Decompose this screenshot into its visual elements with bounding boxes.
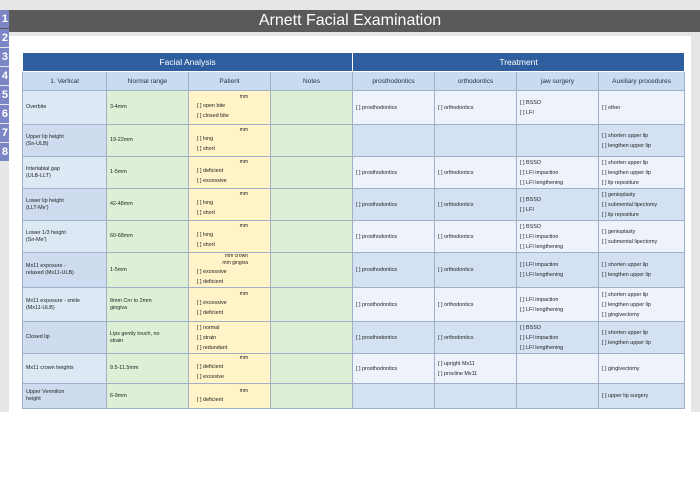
treatment-checkbox-option[interactable]: [ ] gingivectomy [602, 365, 640, 372]
treatment-checkbox-option[interactable]: [ ] LFI [520, 206, 534, 213]
treatment-checkbox-option[interactable]: [ ] LFI lengthening [520, 179, 564, 186]
column-header: Patient [189, 72, 271, 91]
slide-number[interactable]: 8 [0, 143, 9, 161]
treatment-checkbox-option[interactable]: [ ] BSSO [520, 223, 542, 230]
patient-cell[interactable] [189, 221, 271, 253]
prosthodontics-cell [353, 189, 435, 221]
parameter-cell [23, 189, 107, 221]
orthodontics-cell [435, 322, 517, 354]
prosthodontics-cell [353, 125, 435, 157]
treatment-checkbox-option[interactable]: [ ] orthodontics [438, 201, 474, 208]
patient-checkbox-option[interactable]: [ ] open bite [197, 103, 226, 109]
normal-range-value: Lips gently touch, no [110, 330, 160, 337]
normal-range-cell [107, 189, 189, 221]
mm-unit-label: mm [239, 159, 248, 165]
normal-range-value: 8mm Crn to 2mm [110, 297, 152, 304]
treatment-checkbox-option[interactable]: [ ] prosthodontics [356, 334, 398, 341]
treatment-checkbox-option[interactable]: [ ] shorten upper lip [602, 159, 649, 166]
patient-checkbox-option[interactable]: [ ] deficient [197, 310, 224, 316]
treatment-checkbox-option[interactable]: [ ] shorten upper lip [602, 329, 649, 336]
mm-unit-label: mm [239, 191, 248, 197]
treatment-checkbox-option[interactable]: [ ] shorten upper lip [602, 262, 649, 268]
jaw-surgery-cell [517, 157, 599, 189]
prosthodontics-cell [353, 157, 435, 189]
treatment-checkbox-option[interactable]: [ ] lengthen upper lip [602, 301, 651, 308]
group-facial-analysis: Facial Analysis [23, 53, 353, 72]
notes-cell[interactable] [271, 384, 353, 409]
mm-unit-label: mm [239, 291, 248, 297]
treatment-checkbox-option[interactable]: [ ] BSSO [520, 99, 542, 106]
treatment-checkbox-option[interactable]: [ ] lip repositure [602, 211, 639, 218]
treatment-checkbox-option[interactable]: [ ] orthodontics [438, 104, 474, 111]
treatment-checkbox-option[interactable]: [ ] lip repositure [602, 179, 639, 186]
patient-cell[interactable] [189, 288, 271, 322]
patient-checkbox-option[interactable]: [ ] excessive [197, 178, 227, 184]
table-row [23, 189, 685, 221]
table-row [23, 288, 685, 322]
auxiliary-cell [599, 125, 685, 157]
notes-cell[interactable] [271, 91, 353, 125]
table-row [23, 384, 685, 409]
auxiliary-cell [599, 157, 685, 189]
jaw-surgery-cell [517, 384, 599, 409]
examination-table [22, 52, 685, 409]
treatment-checkbox-option[interactable]: [ ] other [602, 104, 621, 111]
column-header: Auxiliary procedures [599, 72, 685, 91]
prosthodontics-cell [353, 253, 435, 288]
jaw-surgery-cell [517, 125, 599, 157]
treatment-checkbox-option[interactable]: [ ] gingivectomy [602, 311, 640, 318]
jaw-surgery-cell [517, 288, 599, 322]
patient-cell[interactable] [189, 322, 271, 354]
parameter-label: height [26, 396, 41, 402]
orthodontics-cell [435, 384, 517, 409]
parameter-cell [23, 322, 107, 354]
prosthodontics-cell [353, 322, 435, 354]
parameter-label: (Mx11-ULB) [26, 304, 55, 311]
treatment-checkbox-option[interactable]: [ ] LFI lengthening [520, 243, 564, 250]
normal-range-value: 9.5-11.5mm [110, 365, 139, 371]
parameter-label: (LLT-Me') [26, 204, 49, 211]
treatment-checkbox-option[interactable]: [ ] upper lip surgery [602, 393, 649, 399]
parameter-label: Upper Vermilion [26, 389, 65, 395]
parameter-label: Upper lip height [26, 133, 64, 140]
parameter-label: Mx11 exposure - smile [26, 297, 80, 304]
orthodontics-cell [435, 354, 517, 384]
auxiliary-cell [599, 189, 685, 221]
orthodontics-cell [435, 253, 517, 288]
normal-range-value: 6-9mm [110, 392, 127, 399]
mm-unit-label: mm gingiva [222, 260, 248, 266]
slide-number[interactable]: 4 [0, 67, 9, 85]
normal-range-value: 19-22mm [110, 137, 133, 143]
patient-checkbox-option[interactable]: [ ] short [197, 242, 215, 248]
auxiliary-cell [599, 253, 685, 288]
treatment-checkbox-option[interactable]: [ ] upright Mx11 [438, 360, 475, 367]
notes-cell[interactable] [271, 221, 353, 253]
treatment-checkbox-option[interactable]: [ ] orthodontics [438, 169, 474, 176]
normal-range-cell [107, 384, 189, 409]
treatment-checkbox-option[interactable]: [ ] LFI impaction [520, 233, 559, 240]
patient-cell[interactable] [189, 157, 271, 189]
patient-cell[interactable] [189, 354, 271, 384]
patient-checkbox-option[interactable]: [ ] closed bite [197, 113, 229, 119]
notes-cell[interactable] [271, 253, 353, 288]
auxiliary-cell [599, 322, 685, 354]
slide-row-numbers [0, 10, 9, 162]
prosthodontics-cell [353, 354, 435, 384]
table-row [23, 91, 685, 125]
prosthodontics-cell [353, 91, 435, 125]
treatment-checkbox-option[interactable]: [ ] BSSO [520, 196, 542, 203]
patient-checkbox-option[interactable]: [ ] excessive [197, 269, 227, 275]
parameter-label: Closed lip [26, 334, 50, 340]
parameter-label: Mx11 exposure - [26, 263, 66, 269]
treatment-checkbox-option[interactable]: [ ] submental lipectomy [602, 238, 658, 245]
treatment-checkbox-option[interactable]: [ ] orthodontics [438, 267, 474, 273]
treatment-checkbox-option[interactable]: [ ] shorten upper lip [602, 132, 649, 139]
parameter-cell [23, 221, 107, 253]
treatment-checkbox-option[interactable]: [ ] LFI lengthening [520, 272, 564, 278]
mm-unit-label: mm [239, 223, 248, 229]
table-row [23, 322, 685, 354]
mm-unit-label: mm [239, 355, 248, 361]
auxiliary-cell [599, 221, 685, 253]
treatment-checkbox-option[interactable]: [ ] genioplasty [602, 191, 636, 198]
treatment-checkbox-option[interactable]: [ ] BSSO [520, 159, 542, 166]
treatment-checkbox-option[interactable]: [ ] LFI lengthening [520, 306, 564, 313]
treatment-checkbox-option[interactable]: [ ] BSSO [520, 324, 542, 331]
treatment-checkbox-option[interactable]: [ ] LFI [520, 109, 534, 116]
parameter-label: (Sn-ULB) [26, 140, 49, 147]
prosthodontics-cell [353, 384, 435, 409]
normal-range-value: 42-48mm [110, 201, 133, 207]
treatment-checkbox-option[interactable]: [ ] genioplasty [602, 228, 636, 235]
parameter-cell [23, 125, 107, 157]
parameter-label: Overbite [26, 104, 47, 110]
parameter-cell [23, 157, 107, 189]
auxiliary-cell [599, 354, 685, 384]
patient-checkbox-option[interactable]: [ ] long [197, 200, 214, 206]
parameter-label: (ULB-LLT) [26, 172, 51, 179]
treatment-checkbox-option[interactable]: [ ] lengthen upper lip [602, 272, 651, 278]
parameter-cell [23, 253, 107, 288]
slide-number[interactable]: 2 [0, 29, 9, 47]
auxiliary-cell [599, 288, 685, 322]
treatment-checkbox-option[interactable]: [ ] orthodontics [438, 301, 474, 308]
prosthodontics-cell [353, 288, 435, 322]
normal-range-value: 3-4mm [110, 104, 127, 110]
notes-cell[interactable] [271, 125, 353, 157]
patient-checkbox-option[interactable]: [ ] redundant [197, 344, 228, 351]
mm-unit-label: mm [239, 94, 248, 100]
patient-cell[interactable] [189, 253, 271, 288]
normal-range-value: 1-5mm [110, 169, 127, 175]
treatment-checkbox-option[interactable]: [ ] lengthen upper lip [602, 169, 651, 176]
patient-cell[interactable] [189, 189, 271, 221]
table-row [23, 125, 685, 157]
parameter-cell [23, 91, 107, 125]
normal-range-value: 60-68mm [110, 233, 133, 239]
slide-number[interactable]: 6 [0, 105, 9, 123]
patient-checkbox-option[interactable]: [ ] deficient [197, 168, 224, 174]
normal-range-value: 1-5mm [110, 266, 127, 273]
table-row [23, 221, 685, 253]
treatment-checkbox-option[interactable]: [ ] prosthodontics [356, 267, 398, 273]
orthodontics-cell [435, 91, 517, 125]
page-title: Arnett Facial Examination [0, 10, 700, 32]
column-header: Notes [271, 72, 353, 91]
parameter-label: relaxed (Mx11-ULB) [26, 270, 74, 276]
jaw-surgery-cell [517, 91, 599, 125]
column-header: Normal range [107, 72, 189, 91]
normal-range-cell [107, 253, 189, 288]
normal-range-value: gingiva [110, 304, 128, 311]
orthodontics-cell [435, 189, 517, 221]
parameter-cell [23, 384, 107, 409]
normal-range-cell [107, 322, 189, 354]
treatment-checkbox-option[interactable]: [ ] prosthodontics [356, 301, 398, 308]
column-header: prosthodontics [353, 72, 435, 91]
patient-cell[interactable] [189, 125, 271, 157]
treatment-checkbox-option[interactable]: [ ] LFI impaction [520, 296, 559, 303]
treatment-checkbox-option[interactable]: [ ] prosthodontics [356, 169, 398, 176]
treatment-checkbox-option[interactable]: [ ] LFI lengthening [520, 344, 564, 351]
column-header: orthodontics [435, 72, 517, 91]
jaw-surgery-cell [517, 189, 599, 221]
table-row [23, 157, 685, 189]
treatment-checkbox-option[interactable]: [ ] LFI impaction [520, 334, 559, 341]
patient-checkbox-option[interactable]: [ ] short [197, 210, 215, 216]
parameter-cell [23, 354, 107, 384]
prosthodontics-cell [353, 221, 435, 253]
table-row [23, 253, 685, 288]
slide-number[interactable]: 1 [0, 10, 9, 28]
jaw-surgery-cell [517, 221, 599, 253]
treatment-checkbox-option[interactable]: [ ] lengthen upper lip [602, 142, 651, 149]
normal-range-cell [107, 125, 189, 157]
treatment-checkbox-option[interactable]: [ ] prosthodontics [356, 233, 398, 240]
treatment-checkbox-option[interactable]: [ ] procline Mx11 [438, 370, 478, 377]
normal-range-cell [107, 157, 189, 189]
treatment-checkbox-option[interactable]: [ ] prosthodontics [356, 201, 398, 208]
slide-number[interactable]: 5 [0, 86, 9, 104]
parameter-label: Lower lip height [26, 197, 64, 204]
treatment-checkbox-option[interactable]: [ ] orthodontics [438, 334, 474, 341]
patient-checkbox-option[interactable]: [ ] excesive [197, 374, 224, 380]
treatment-checkbox-option[interactable]: [ ] submental lipectomy [602, 201, 658, 208]
jaw-surgery-cell [517, 253, 599, 288]
patient-checkbox-option[interactable]: [ ] strain [197, 334, 217, 341]
column-header: 1. Vertical [23, 72, 107, 91]
normal-range-value: strain [110, 337, 124, 344]
patient-checkbox-option[interactable]: [ ] normal [197, 324, 220, 331]
patient-checkbox-option[interactable]: [ ] long [197, 136, 214, 142]
patient-cell[interactable] [189, 91, 271, 125]
treatment-checkbox-option[interactable]: [ ] prosthodontics [356, 365, 398, 372]
normal-range-cell [107, 288, 189, 322]
parameter-cell [23, 288, 107, 322]
column-header: jaw surgery [517, 72, 599, 91]
notes-cell[interactable] [271, 354, 353, 384]
treatment-checkbox-option[interactable]: [ ] shorten upper lip [602, 291, 649, 298]
normal-range-cell [107, 91, 189, 125]
patient-checkbox-option[interactable]: [ ] deficient [197, 396, 224, 403]
notes-cell[interactable] [271, 322, 353, 354]
orthodontics-cell [435, 125, 517, 157]
jaw-surgery-cell [517, 354, 599, 384]
patient-cell[interactable] [189, 384, 271, 409]
patient-checkbox-option[interactable]: [ ] short [197, 146, 215, 152]
patient-checkbox-option[interactable]: [ ] deficient [197, 364, 224, 370]
treatment-checkbox-option[interactable]: [ ] LFI impaction [520, 169, 559, 176]
orthodontics-cell [435, 288, 517, 322]
orthodontics-cell [435, 221, 517, 253]
normal-range-cell [107, 221, 189, 253]
orthodontics-cell [435, 157, 517, 189]
slide-number[interactable]: 3 [0, 48, 9, 66]
parameter-label: Mx11 crown heights [26, 365, 74, 371]
parameter-label: Interlabial gap [26, 165, 60, 172]
treatment-checkbox-option[interactable]: [ ] prosthodontics [356, 104, 398, 111]
patient-checkbox-option[interactable]: [ ] long [197, 232, 214, 238]
mm-unit-label: mm crown [224, 253, 248, 259]
normal-range-cell [107, 354, 189, 384]
slide-number[interactable]: 7 [0, 124, 9, 142]
table-row [23, 354, 685, 384]
treatment-checkbox-option[interactable]: [ ] LFI impaction [520, 262, 559, 268]
notes-cell[interactable] [271, 189, 353, 221]
parameter-label: Lower 1/3 height [26, 229, 66, 236]
notes-cell[interactable] [271, 288, 353, 322]
notes-cell[interactable] [271, 157, 353, 189]
mm-unit-label: mm [239, 127, 248, 133]
auxiliary-cell [599, 91, 685, 125]
parameter-label: (Sn-Me') [26, 236, 47, 243]
treatment-checkbox-option[interactable]: [ ] orthodontics [438, 233, 474, 240]
treatment-checkbox-option[interactable]: [ ] lengthen upper lip [602, 339, 651, 346]
patient-checkbox-option[interactable]: [ ] deficient [197, 279, 224, 285]
jaw-surgery-cell [517, 322, 599, 354]
mm-unit-label: mm [239, 387, 248, 394]
patient-checkbox-option[interactable]: [ ] excessive [197, 300, 227, 306]
group-treatment: Treatment [353, 53, 685, 72]
auxiliary-cell [599, 384, 685, 409]
